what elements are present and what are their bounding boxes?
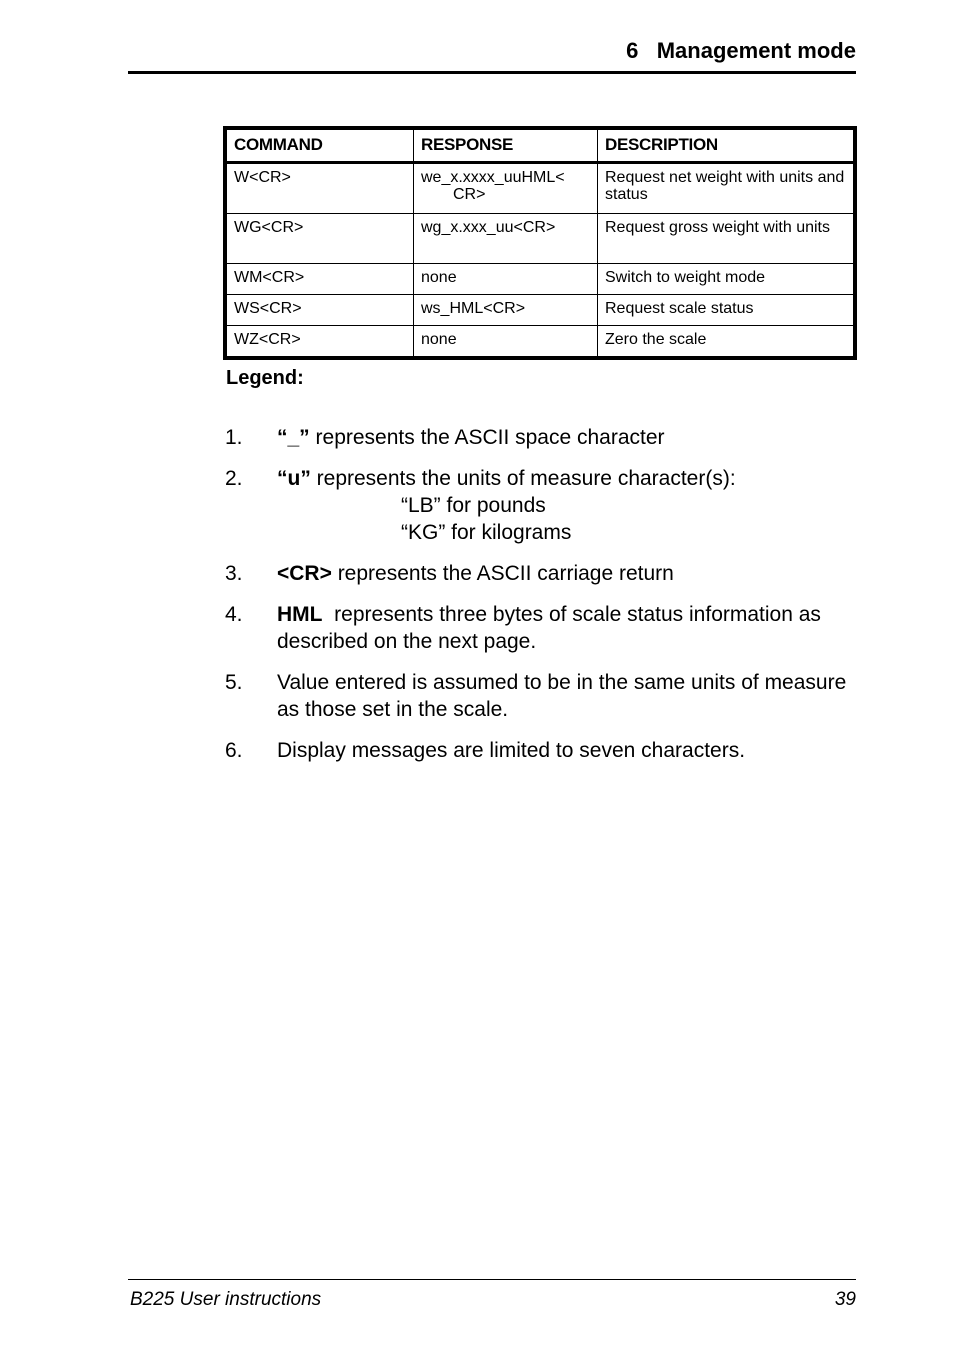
unit-option-pounds: “LB” for pounds: [401, 494, 546, 517]
header-divider: [128, 71, 856, 74]
list-item-text: represents three bytes of scale status information as described on the next page.: [277, 603, 827, 653]
list-item-term: “u”: [277, 467, 311, 490]
list-item-text: represents the ASCII carriage return: [331, 562, 674, 585]
table-header-row: [225, 128, 855, 163]
list-item-number: 3.: [225, 562, 243, 585]
list-item-text: Value entered is assumed to be in the same units of measure as those set in the scale.: [277, 671, 847, 721]
legend-title: Legend:: [226, 367, 304, 389]
response-text: we_x.xxxx_uuHML<: [421, 169, 565, 186]
list-item: [225, 737, 865, 764]
list-item-term: <CR>: [277, 562, 332, 585]
response-cell: ws_HML<CR>: [414, 295, 598, 326]
unit-option-kilograms: “KG” for kilograms: [401, 521, 572, 544]
list-item: [225, 560, 865, 587]
response-cell: wg_x.xxx_uu<CR>: [414, 214, 598, 264]
command-cell: WS<CR>: [225, 295, 414, 326]
list-item: [225, 424, 865, 451]
list-item-text: represents the units of measure character(s):: [310, 467, 736, 490]
list-item-term: “_”: [277, 426, 310, 449]
list-item-number: 5.: [225, 671, 243, 694]
list-item: [225, 465, 865, 546]
table-row: [225, 326, 855, 359]
description-cell: Request scale status: [598, 295, 856, 326]
response-text-continued: CR>: [453, 186, 486, 203]
column-header-description: DESCRIPTION: [598, 128, 856, 163]
list-item-term: HML: [277, 603, 323, 626]
response-cell: none: [414, 326, 598, 359]
list-item-text: represents the ASCII space character: [309, 426, 665, 449]
column-header-command: COMMAND: [225, 128, 414, 163]
table-row: [225, 214, 855, 264]
page-header-title: 6 Management mode: [626, 38, 856, 63]
description-cell: Request gross weight with units: [598, 214, 856, 264]
list-item-number: 6.: [225, 739, 243, 762]
response-cell: none: [414, 264, 598, 295]
list-item-number: 2.: [225, 467, 243, 490]
footer-divider: [128, 1279, 856, 1280]
list-item: [225, 669, 865, 723]
list-item-number: 4.: [225, 603, 243, 626]
command-cell: WG<CR>: [225, 214, 414, 264]
table-row: [225, 264, 855, 295]
response-cell: [414, 163, 598, 214]
column-header-response: RESPONSE: [414, 128, 598, 163]
page-number: 39: [834, 1289, 856, 1310]
legend-list: [225, 424, 865, 778]
command-cell: WM<CR>: [225, 264, 414, 295]
list-item-number: 1.: [225, 426, 243, 449]
table-row: [225, 295, 855, 326]
command-cell: W<CR>: [225, 163, 414, 214]
footer-document-title: B225 User instructions: [130, 1289, 322, 1310]
description-cell: Switch to weight mode: [598, 264, 856, 295]
list-item-text: Display messages are limited to seven characters.: [277, 739, 746, 762]
table-row: [225, 163, 855, 214]
description-cell: Zero the scale: [598, 326, 856, 359]
list-item: [225, 601, 865, 655]
command-table: [223, 126, 857, 360]
description-cell: Request net weight with units and status: [598, 163, 856, 214]
command-cell: WZ<CR>: [225, 326, 414, 359]
